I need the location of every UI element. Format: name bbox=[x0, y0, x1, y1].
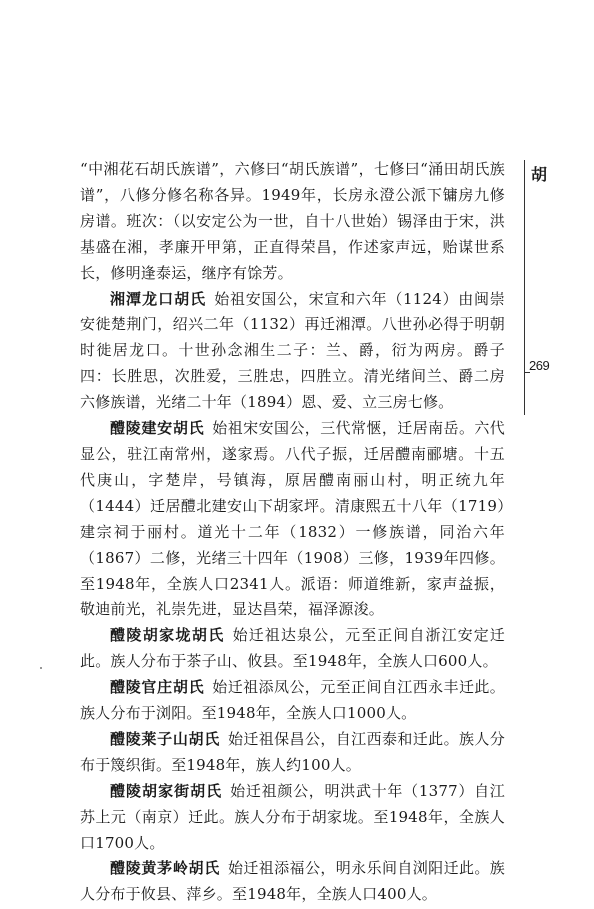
entry-text: 始迁祖保昌公，自江西泰和迁此。族人分布于篾织街。至1948年，族人约100人。 bbox=[80, 729, 505, 774]
entry-liling-hujiajie bbox=[80, 779, 505, 857]
entry-heading: 醴陵胡家街胡氏 bbox=[110, 781, 223, 800]
paragraph-text: “中湘花石胡氏族谱”，六修曰“胡氏族谱”，七修曰“涌田胡氏族谱”，八修分修名称各异。1949年，长房永澄公派下镛房九修房谱。班次：（以安定公为一世，自十八世始）锡泽由于宋，洪基盛在湘，孝廉开甲第，正直得荣昌，作述家声远，贻谋世系长，修明逢泰运，继序有馀芳。 bbox=[80, 160, 505, 282]
scan-speck bbox=[40, 667, 42, 669]
entry-heading: 醴陵官庄胡氏 bbox=[110, 678, 205, 697]
entry-text: 始迁祖添凤公，元至正间自江西永丰迁此。族人分布于浏阳。至1948年，全族人口1000人。 bbox=[80, 678, 505, 723]
entry-heading: 醴陵黄茅岭胡氏 bbox=[110, 859, 220, 878]
entry-liling-hujialong bbox=[80, 623, 505, 675]
entry-text: 始迁祖达泉公，元至正间自浙江安定迁此。族人分布于茶子山、攸县。至1948年，全族人口600人。 bbox=[80, 626, 505, 671]
entry-liling-guanzhuang bbox=[80, 675, 505, 727]
entry-text: 始祖宋安国公，三代常愜，迁居南岳。六代显公，驻江南常州，遂家焉。八代子振，迁居醴南郦塘。十五代庚山，字楚岸，号镇海，原居醴南丽山村，明正统九年（1444）迁居醴北建安山下胡家坪。清康熙五十八年（1719）建宗祠于丽村。道光十二年（1832）一修族谱，同治六年（1867）二修，光绪三十四年（1908）三修，1939年四修。至1948年，全族人口2341人。派语：师道维新，家声益振，敬迪前光，礼崇先进，显达昌荣，福泽源浚。 bbox=[80, 419, 505, 619]
page-number: 269 bbox=[529, 358, 550, 373]
body-text bbox=[80, 157, 505, 908]
entry-text: 始迁祖颜公，明洪武十年（1377）自江苏上元（南京）迁此。族人分布于胡家垅。至1948年，全族人口1700人。 bbox=[80, 781, 505, 852]
entry-heading: 醴陵胡家垅胡氏 bbox=[110, 626, 225, 645]
entry-text: 始祖安国公，宋宣和六年（1124）由闽崇安徙楚荆门，绍兴二年（1132）再迁湘潭。八世孙必得于明朝时徙居龙口。十世孙念湘生二子：兰、爵，衍为两房。爵子四：长胜思，次胜爱，三胜忠，四胜立。清光绪间兰、爵二房六修族谱，光绪二十年（1894）恩、爱、立三房七修。 bbox=[80, 289, 505, 412]
entry-liling-jianan bbox=[80, 416, 505, 623]
section-marker: 胡 bbox=[531, 165, 548, 184]
entry-text: 始迁祖添福公，明永乐间自浏阳迁此。族人分布于攸县、萍乡。至1948年，全族人口400人。 bbox=[80, 859, 505, 904]
entry-liling-laizishan bbox=[80, 727, 505, 779]
margin-rule bbox=[524, 160, 525, 415]
paragraph-continuation bbox=[80, 157, 505, 287]
entry-heading: 醴陵莱子山胡氏 bbox=[110, 729, 220, 748]
entry-xiangtan-longkou bbox=[80, 287, 505, 417]
entry-heading: 醴陵建安胡氏 bbox=[110, 419, 205, 438]
entry-heading: 湘潭龙口胡氏 bbox=[110, 289, 207, 308]
entry-liling-huangmaoling bbox=[80, 856, 505, 908]
